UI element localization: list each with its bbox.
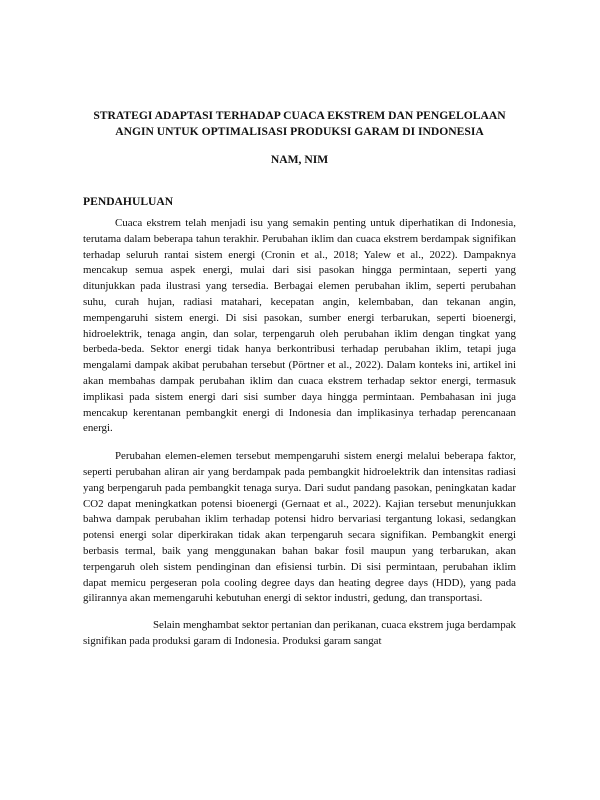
paragraph: Selain menghambat sektor pertanian dan perikanan, cuaca ekstrem juga berdampak signifikan pada produksi garam di Indonesia. Produksi garam sangat: [83, 619, 516, 647]
document-title: STRATEGI ADAPTASI TERHADAP CUACA EKSTREM DAN PENGELOLAAN ANGIN UNTUK OPTIMALISASI PRODUKSI GARAM DI INDONESIA: [93, 109, 506, 138]
section-heading: PENDAHULUAN: [83, 195, 174, 208]
document-body: [83, 108, 516, 650]
document-author: NAM, NIM: [270, 153, 329, 166]
paragraph: Perubahan elemen-elemen tersebut mempengaruhi sistem energi melalui beberapa faktor, seperti perubahan aliran air yang berdampak pada pembangkit hidroelektrik dan intensitas radiasi yang berpengaruh pada pembangkit tenaga surya. Dari sudut pandang pasokan, peningkatan kadar CO2 dapat meningkatkan potensi bioenergi (Gernaat et al., 2022). Kajian tersebut menunjukkan bahwa dampak perubahan iklim terhadap potensi hidro bervariasi tergantung lokasi, sedangkan potensi energi solar diperkirakan tidak akan terpengaruh secara signifikan. Pembangkit energi berbasis termal, baik yang menggunakan bahan bakar fosil maupun yang terbarukan, akan terpengaruh oleh sistem pendinginan dan efisiensi turbin. Di sisi permintaan, perubahan iklim dapat memicu pergeseran pola cooling degree days dan heating degree days (HDD), yang pada gilirannya akan memengaruhi kebutuhan energi di sektor industri, gedung, dan transportasi.: [83, 450, 516, 605]
paragraph: Cuaca ekstrem telah menjadi isu yang semakin penting untuk diperhatikan di Indonesia, terutama dalam beberapa tahun terakhir. Perubahan iklim dan cuaca ekstrem berdampak signifikan terhadap seluruh rantai sistem energi (Cronin et al., 2018; Yalew et al., 2022). Dampaknya mencakup semua aspek energi, mulai dari sisi pasokan hingga permintaan, seperti yang ditunjukkan pada ilustrasi yang tersedia. Berbagai elemen perubahan iklim, seperti perubahan suhu, curah hujan, radiasi matahari, kecepatan angin, kelembaban, dan tekanan angin, mempengaruhi sistem energi. Di sisi pasokan, sumber energi terbarukan, seperti bioenergi, hidroelektrik, tenaga angin, dan solar, terpengaruh oleh perubahan iklim dengan tingkat yang berbeda-beda. Sektor energi tidak hanya berkontribusi terhadap perubahan iklim, tetapi juga mengalami dampak akibat perubahan tersebut (Pörtner et al., 2022). Dalam konteks ini, artikel ini akan membahas dampak perubahan iklim dan cuaca ekstrem terhadap sektor energi, termasuk implikasi pada sistem energi dari sisi sumber daya hingga permintaan. Pembahasan ini juga mencakup kerentanan pembangkit energi di Indonesia dan implikasinya terhadap perencanaan energi.: [83, 217, 516, 435]
